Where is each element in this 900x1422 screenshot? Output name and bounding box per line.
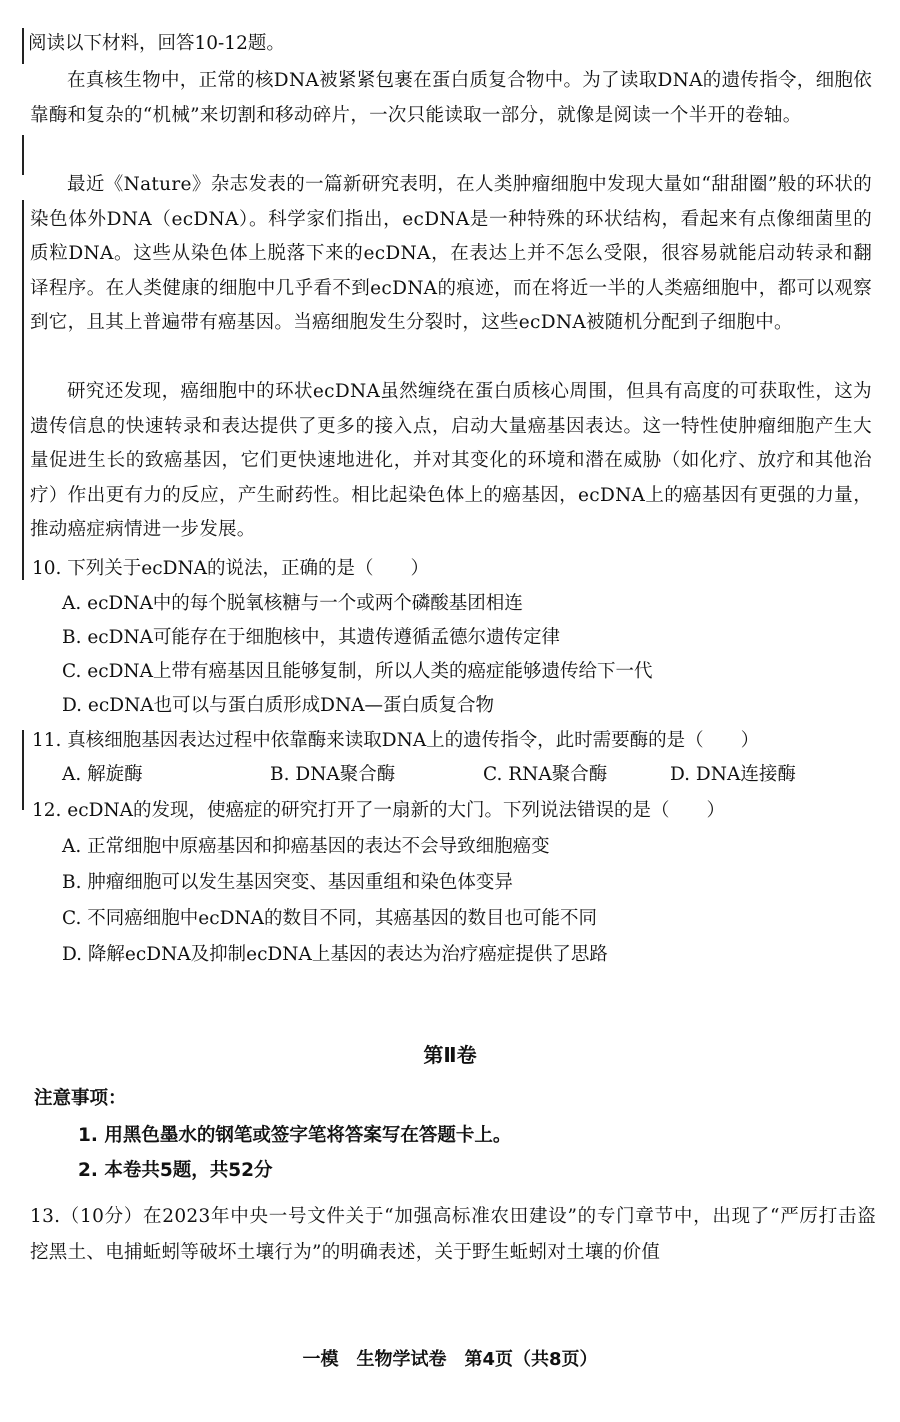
question-10-option-a: A. ecDNA中的每个脱氧核糖与一个或两个磷酸基团相连 [62,593,523,614]
question-10-option-d: D. ecDNA也可以与蛋白质形成DNA—蛋白质复合物 [62,695,495,716]
question-10-stem: 10. 下列关于ecDNA的说法，正确的是（ ） [32,558,429,579]
question-13-stem: 13.（10分）在2023年中央一号文件关于“加强高标准农田建设”的专门章节中，出现了“严厉打击盗挖黑土、电捕蚯蚓等破坏土壤行为”的明确表述，关于野生蚯蚓对土壤的价值 [30,1206,876,1263]
notice-item-1: 1. 用黑色墨水的钢笔或签字笔将答案写在答题卡上。 [78,1125,512,1146]
question-12-option-b: B. 肿瘤细胞可以发生基因突变、基因重组和染色体变异 [62,872,513,893]
scan-margin-line [22,200,24,580]
question-10-option-b: B. ecDNA可能存在于细胞核中，其遗传遵循孟德尔遗传定律 [62,627,561,648]
passage-paragraph-1: 在真核生物中，正常的核DNA被紧紧包裹在蛋白质复合物中。为了读取DNA的遗传指令，细胞依靠酶和复杂的“机械”来切割和移动碎片，一次只能读取一部分，就像是阅读一个半开的卷轴。 [30,70,872,126]
question-11-option-a: A. 解旋酶 [62,764,143,785]
question-11-option-d: D. DNA连接酶 [670,764,796,785]
question-10-option-c: C. ecDNA上带有癌基因且能够复制，所以人类的癌症能够遗传给下一代 [62,661,653,682]
notice-item-2: 2. 本卷共5题，共52分 [78,1160,273,1181]
page-footer: 一模 生物学试卷 第4页（共8页） [302,1349,598,1370]
reading-intro: 阅读以下材料，回答10-12题。 [28,33,285,54]
scan-margin-line [22,135,24,175]
passage-paragraph-2: 最近《Nature》杂志发表的一篇新研究表明，在人类肿瘤细胞中发现大量如“甜甜圈”般的环状的染色体外DNA（ecDNA）。科学家们指出，ecDNA是一种特殊的环状结构，看起来有点像细菌里的质粒DNA。这些从染色体上脱落下来的ecDNA，在表达上并不怎么受限，很容易就能启动转录和翻译程序。在人类健康的细胞中几乎看不到ecDNA的痕迹，而在将近一半的人类癌细胞中，都可以观察到它，且其上普遍带有癌基因。当癌细胞发生分裂时，这些ecDNA被随机分配到子细胞中。 [30,174,872,333]
question-11-stem: 11. 真核细胞基因表达过程中依靠酶来读取DNA上的遗传指令，此时需要酶的是（ ） [32,730,760,751]
question-12-option-c: C. 不同癌细胞中ecDNA的数目不同，其癌基因的数目也可能不同 [62,908,597,929]
question-12-option-a: A. 正常细胞中原癌基因和抑癌基因的表达不会导致细胞癌变 [62,836,550,857]
notice-heading: 注意事项： [34,1088,127,1109]
scan-margin-line [22,28,24,64]
question-12-option-d: D. 降解ecDNA及抑制ecDNA上基因的表达为治疗癌症提供了思路 [62,944,608,965]
question-11-option-b: B. DNA聚合酶 [270,764,396,785]
passage-paragraph-3: 研究还发现，癌细胞中的环状ecDNA虽然缠绕在蛋白质核心周围，但具有高度的可获取性，这为遗传信息的快速转录和表达提供了更多的接入点，启动大量癌基因表达。这一特性使肿瘤细胞产生大量促进生长的致癌基因，它们更快速地进化，并对其变化的环境和潜在威胁（如化疗、放疗和其他治疗）作出更有力的反应，产生耐药性。相比起染色体上的癌基因，ecDNA上的癌基因有更强的力量，推动癌症病情进一步发展。 [30,381,872,540]
question-12-stem: 12. ecDNA的发现，使癌症的研究打开了一扇新的大门。下列说法错误的是（ ） [32,800,725,821]
scan-margin-line [22,730,24,810]
section-title: 第Ⅱ卷 [423,1043,477,1067]
question-11-option-c: C. RNA聚合酶 [483,764,608,785]
question-11-options [62,761,862,789]
